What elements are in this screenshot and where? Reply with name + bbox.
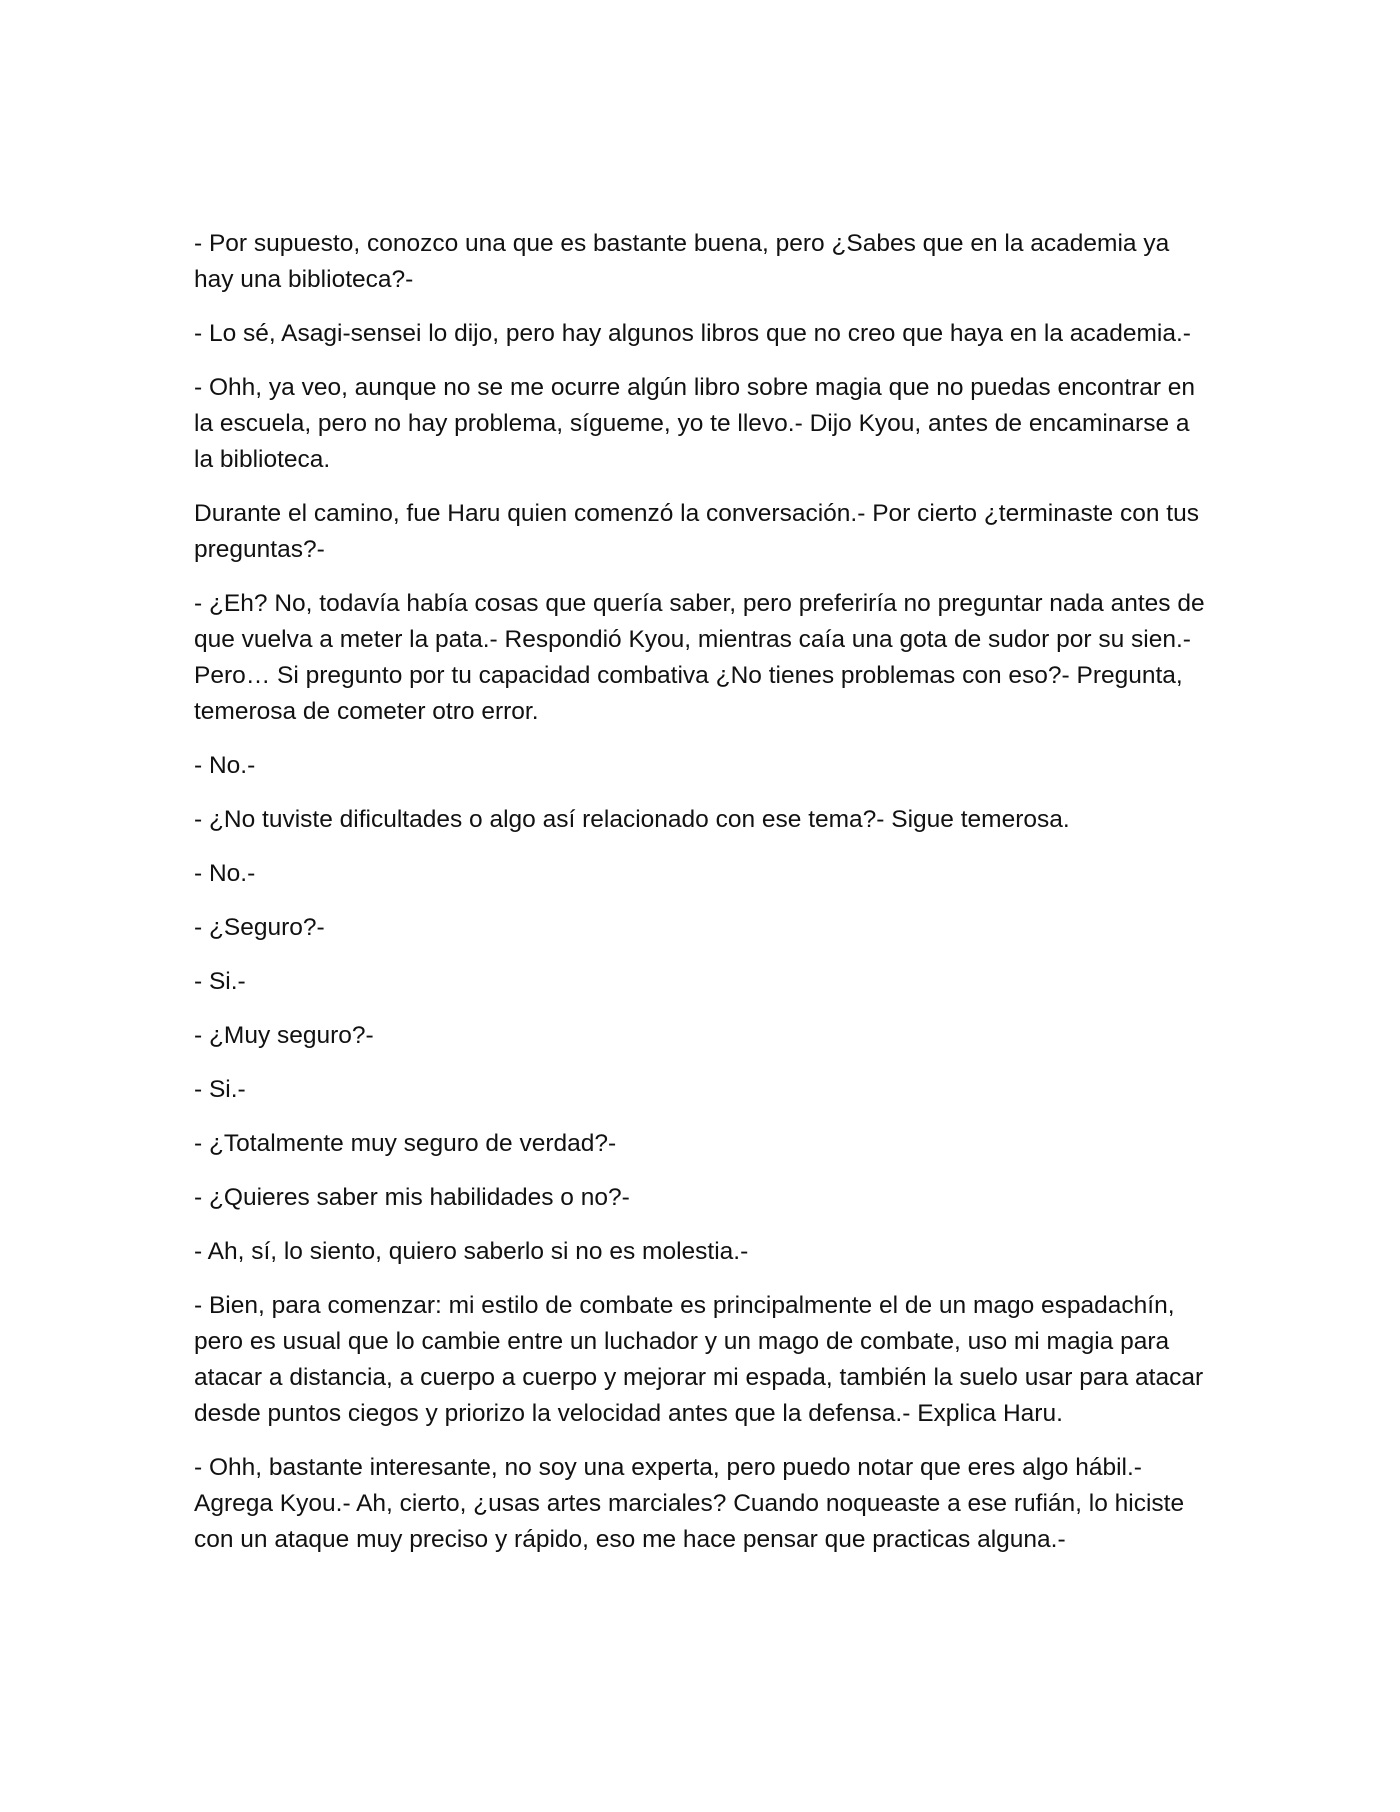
paragraph: - Por supuesto, conozco una que es bastante buena, pero ¿Sabes que en la academia ya hay una biblioteca?-: [194, 230, 1170, 293]
paragraph: - No.-: [194, 860, 256, 887]
paragraph: - No.-: [194, 752, 256, 779]
paragraph: - ¿Eh? No, todavía había cosas que quería saber, pero preferiría no preguntar nada antes de que vuelva a meter la pata.- Respondió Kyou, mientras caía una gota de sudor por su sien.- Pero… Si pregunto por tu capacidad combativa ¿No tienes problemas con eso?- Pregunta, temerosa de cometer otro error.: [194, 590, 1205, 725]
document-text-body: [194, 226, 1206, 1576]
paragraph: - Lo sé, Asagi-sensei lo dijo, pero hay algunos libros que no creo que haya en la academia.-: [194, 320, 1191, 347]
paragraph: - Bien, para comenzar: mi estilo de combate es principalmente el de un mago espadachín, pero es usual que lo cambie entre un luchador y un mago de combate, uso mi magia para atacar a distancia, a cuerpo a cuerpo y mejorar mi espada, también la suelo usar para atacar desde puntos ciegos y priorizo la velocidad antes que la defensa.- Explica Haru.: [194, 1292, 1204, 1427]
paragraph: - ¿Seguro?-: [194, 914, 325, 941]
paragraph: - ¿Quieres saber mis habilidades o no?-: [194, 1184, 630, 1211]
paragraph: - Si.-: [194, 968, 246, 995]
paragraph: - ¿Muy seguro?-: [194, 1022, 374, 1049]
paragraph: Durante el camino, fue Haru quien comenzó la conversación.- Por cierto ¿terminaste con tus preguntas?-: [194, 500, 1199, 563]
paragraph: - ¿Totalmente muy seguro de verdad?-: [194, 1130, 617, 1157]
paragraph: - Ohh, ya veo, aunque no se me ocurre algún libro sobre magia que no puedas encontrar en la escuela, pero no hay problema, sígueme, yo te llevo.- Dijo Kyou, antes de encaminarse a la biblioteca.: [194, 374, 1196, 473]
paragraph: - Ah, sí, lo siento, quiero saberlo si no es molestia.-: [194, 1238, 749, 1265]
paragraph: - ¿No tuviste dificultades o algo así relacionado con ese tema?- Sigue temerosa.: [194, 806, 1070, 833]
paragraph: - Ohh, bastante interesante, no soy una experta, pero puedo notar que eres algo hábil.- Agrega Kyou.- Ah, cierto, ¿usas artes marciales? Cuando noqueaste a ese rufián, lo hiciste con un ataque muy preciso y rápido, eso me hace pensar que practicas alguna.-: [194, 1454, 1185, 1553]
paragraph: - Si.-: [194, 1076, 246, 1103]
